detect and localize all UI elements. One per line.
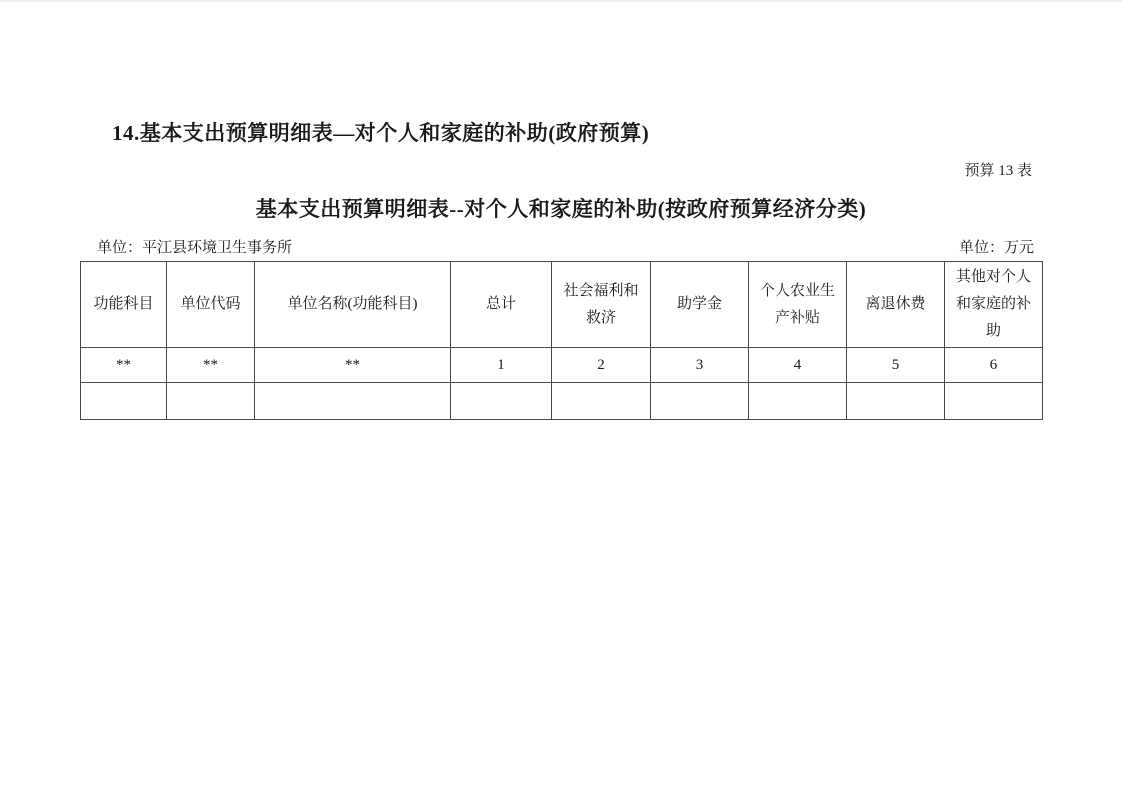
unit-organization-label: 单位：平江县环境卫生事务所 [97, 240, 293, 256]
col-header-social-welfare: 社会福利和救济 [552, 262, 651, 348]
cell: 5 [847, 348, 945, 383]
col-header-retirement-pay: 离退休费 [847, 262, 945, 348]
col-header-unit-code: 单位代码 [167, 262, 255, 348]
document-title: 基本支出预算明细表--对个人和家庭的补助(按政府预算经济分类) [255, 197, 867, 221]
table-row [81, 348, 1043, 383]
cell [552, 383, 651, 420]
cell: 6 [945, 348, 1043, 383]
table-header-row [81, 262, 1043, 348]
table-number-label: 预算 13 表 [964, 163, 1032, 179]
col-header-grants: 助学金 [651, 262, 749, 348]
cell [81, 383, 167, 420]
cell [749, 383, 847, 420]
cell [945, 383, 1043, 420]
units-row [80, 236, 1042, 257]
cell: 2 [552, 348, 651, 383]
table-row [81, 383, 1043, 420]
cell: ** [167, 348, 255, 383]
cell [651, 383, 749, 420]
cell: ** [255, 348, 451, 383]
cell [255, 383, 451, 420]
col-header-total: 总计 [451, 262, 552, 348]
cell [451, 383, 552, 420]
cell [167, 383, 255, 420]
col-header-other-subsidy: 其他对个人和家庭的补助 [945, 262, 1043, 348]
budget-table [80, 261, 1043, 420]
cell: 4 [749, 348, 847, 383]
section-heading: 14.基本支出预算明细表—对个人和家庭的补助(政府预算) [112, 121, 650, 145]
page-edge [0, 0, 1122, 2]
col-header-function-subject: 功能科目 [81, 262, 167, 348]
cell: 1 [451, 348, 552, 383]
col-header-unit-name: 单位名称(功能科目) [255, 262, 451, 348]
unit-currency-label: 单位：万元 [958, 240, 1034, 256]
cell: 3 [651, 348, 749, 383]
col-header-agriculture-subsidy: 个人农业生产补贴 [749, 262, 847, 348]
cell [847, 383, 945, 420]
cell: ** [81, 348, 167, 383]
